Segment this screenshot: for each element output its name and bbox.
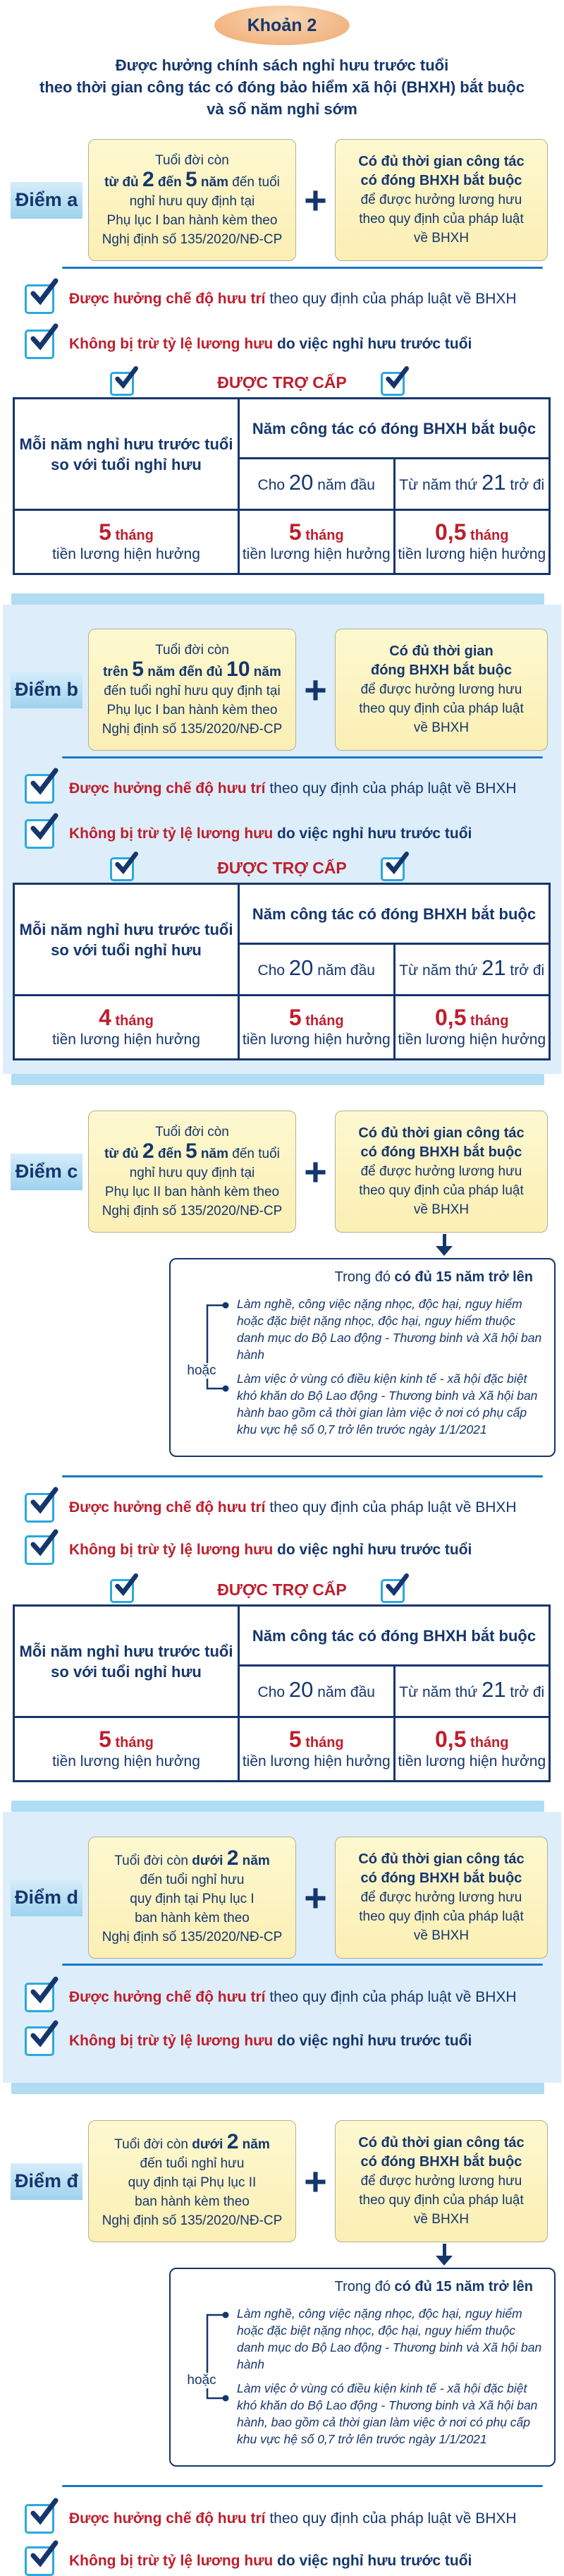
checkbox-icon <box>110 1579 134 1603</box>
benefit-text-bold: Được hưởng chế độ hưu trí <box>69 1499 266 1516</box>
condition-line: về BHXH <box>413 720 470 735</box>
benefit-item-1 <box>25 774 547 804</box>
table-value-cell: 5 tháng tiền lương hiện hưởng <box>239 1717 395 1782</box>
condition-line: Có đủ thời gian công tác <box>358 154 525 169</box>
detail-bullets <box>237 2305 544 2448</box>
benefit-text-bold: Được hưởng chế độ hưu trí <box>69 291 266 307</box>
benefit-item-2 <box>25 2026 547 2056</box>
plus-icon: + <box>304 2158 327 2203</box>
section-diem-dd <box>3 2094 561 2576</box>
section-divider <box>62 756 543 758</box>
table-value-cell: 0,5 tháng tiền lương hiện hưởng <box>394 510 550 574</box>
condition-line: có đóng BHXH bắt buộc <box>360 173 522 188</box>
benefit-text: theo quy định của pháp luật về BHXH <box>265 1499 517 1516</box>
condition-line: theo quy định của pháp luật <box>359 2193 524 2208</box>
plus-container <box>296 667 335 712</box>
benefit-text-bold: Không bị trừ tỷ lệ lương hưu <box>69 1542 274 1558</box>
bhxh-condition-box <box>335 2120 548 2242</box>
infographic-page <box>0 6 564 2569</box>
condition-row <box>11 2120 548 2242</box>
plus-container <box>296 1149 335 1194</box>
checkbox-icon <box>25 819 54 849</box>
table-subheader-2: Từ năm thứ 21 trở đi <box>394 459 550 510</box>
detail-bullet-1: Làm nghề, công việc nặng nhọc, độc hại, nguy hiểm hoặc đặc biệt nặng nhọc, độc hại, nguy hiểm thuộc danh mục do Bộ Lao động - Thương binh và Xã hội ban hành <box>237 2306 542 2371</box>
benefit-text: do việc nghỉ hưu trước tuổi <box>273 336 472 352</box>
plus-container <box>296 1875 335 1920</box>
condition-line: về BHXH <box>413 2212 470 2227</box>
detail-bullets <box>237 1295 544 1438</box>
checkbox-icon <box>381 372 405 396</box>
condition-line: Có đủ thời gian công tác <box>358 2135 525 2151</box>
condition-row <box>11 139 548 261</box>
table-value-cell: 5 tháng tiền lương hiện hưởng <box>239 510 395 574</box>
condition-line: có đóng BHXH bắt buộc <box>360 2154 522 2170</box>
table-header-right: Năm công tác có đóng BHXH bắt buộc <box>239 399 550 459</box>
or-bracket-icon <box>186 2306 231 2412</box>
plus-icon: + <box>304 667 327 712</box>
tro-cap-table <box>13 1604 551 1782</box>
bhxh-condition-box <box>335 139 548 261</box>
arrow-down-icon <box>434 1233 454 1258</box>
benefit-item-2 <box>25 819 547 849</box>
table-subheader-2: Từ năm thứ 21 trở đi <box>394 944 550 996</box>
condition-line: theo quy định của pháp luật <box>359 1909 524 1924</box>
clause-badge <box>214 6 350 45</box>
condition-line: Có đủ thời gian công tác <box>358 1851 525 1867</box>
checkbox-icon <box>25 1493 54 1523</box>
table-value-cell: 0,5 tháng tiền lương hiện hưởng <box>394 996 550 1060</box>
detail-bullet-1: Làm nghề, công việc nặng nhọc, độc hại, nguy hiểm hoặc đặc biệt nặng nhọc, độc hại, nguy hiểm thuộc danh mục do Bộ Lao động - Thương binh và Xã hội ban hành <box>237 1297 542 1362</box>
condition-detail-box <box>169 1258 556 1457</box>
age-condition-box: Tuổi đời còn từ đủ 2 đến 5 năm đến tuổi nghỉ hưu quy định tại Phụ lục I ban hành kèm theo Nghị định số 135/2020/NĐ-CP <box>88 139 296 261</box>
benefit-text: do việc nghỉ hưu trước tuổi <box>273 2033 472 2049</box>
page-title <box>0 54 564 120</box>
or-label: hoặc <box>182 2373 221 2388</box>
detail-box-title: Trong đó có đủ 15 năm trở lên <box>334 1269 533 1285</box>
page-title-line1: Được hưởng chính sách nghỉ hưu trước tuổi <box>115 56 449 74</box>
point-label-c: Điểm c <box>11 1154 82 1190</box>
point-label-a: Điểm a <box>11 182 82 219</box>
plus-icon: + <box>304 177 327 222</box>
tro-cap-table <box>13 883 551 1060</box>
condition-row <box>11 1111 548 1233</box>
tro-cap-header <box>3 857 561 881</box>
table-header-left: Mỗi năm nghỉ hưu trước tuổi so với tuổi nghỉ hưu <box>14 1606 239 1717</box>
benefit-item-1 <box>25 1983 547 2012</box>
benefit-item-1 <box>25 1493 547 1523</box>
condition-line: theo quy định của pháp luật <box>359 212 524 226</box>
section-separator-band <box>11 1801 544 1812</box>
section-separator-band <box>11 2083 544 2094</box>
benefit-text-bold: Không bị trừ tỷ lệ lương hưu <box>69 336 274 352</box>
benefit-text-bold: Không bị trừ tỷ lệ lương hưu <box>69 2553 274 2569</box>
table-header-right: Năm công tác có đóng BHXH bắt buộc <box>239 884 550 944</box>
condition-line: để được hưởng lương hưu <box>360 2174 522 2189</box>
condition-line: để được hưởng lương hưu <box>360 682 522 697</box>
condition-line: có đóng BHXH bắt buộc <box>360 1870 522 1886</box>
benefit-text-bold: Không bị trừ tỷ lệ lương hưu <box>69 2033 274 2049</box>
section-divider <box>62 2485 543 2487</box>
condition-line: để được hưởng lương hưu <box>360 193 522 207</box>
detail-box-body <box>178 2305 543 2455</box>
point-label-d: Điểm d <box>11 1880 82 1916</box>
tro-cap-table <box>13 397 551 575</box>
age-condition-box: Tuổi đời còn từ đủ 2 đến 5 năm đến tuổi nghỉ hưu quy định tại Phụ lục II ban hành kèm theo Nghị định số 135/2020/NĐ-CP <box>88 1111 296 1233</box>
arrow-down-icon <box>434 2242 454 2268</box>
or-label: hoặc <box>182 1363 221 1379</box>
bhxh-condition-box <box>335 629 548 751</box>
page-title-line2: theo thời gian công tác có đóng bảo hiểm xã hội (BHXH) bắt buộc <box>39 78 525 96</box>
table-subheader-1: Cho 20 năm đầu <box>239 459 395 510</box>
benefit-item-2 <box>25 329 547 359</box>
benefit-text: theo quy định của pháp luật về BHXH <box>265 780 517 797</box>
checkbox-icon <box>25 774 54 804</box>
plus-container <box>296 177 335 222</box>
table-header-right: Năm công tác có đóng BHXH bắt buộc <box>239 1606 550 1666</box>
checkbox-icon <box>25 329 54 359</box>
section-diem-a <box>3 120 561 593</box>
checkbox-icon <box>110 857 134 881</box>
point-label-b: Điểm b <box>11 672 82 708</box>
section-diem-c <box>3 1085 561 1801</box>
condition-line: để được hưởng lương hưu <box>360 1890 522 1905</box>
checkbox-icon <box>381 857 405 881</box>
detail-bullet-2: Làm việc ở vùng có điều kiện kinh tế - xã hội đặc biệt khó khăn do Bộ Lao động - Thương binh và Xã hội ban hành bao gồm cả thời gian làm việc ở nơi có phụ cấp khu vực hệ số 0,7 trở lên trước ngày 1/1/2021 <box>237 1372 538 1437</box>
plus-container <box>296 2158 335 2203</box>
bhxh-condition-box <box>335 1111 548 1233</box>
benefit-text: theo quy định của pháp luật về BHXH <box>265 2510 517 2527</box>
age-condition-box: Tuổi đời còn dưới 2 năm đến tuổi nghỉ hưu quy định tại Phụ lục I ban hành kèm theo Nghị định số 135/2020/NĐ-CP <box>88 1837 296 1959</box>
benefit-text: theo quy định của pháp luật về BHXH <box>265 1989 517 2005</box>
section-diem-b <box>3 605 561 1074</box>
table-value-cell: 4 tháng tiền lương hiện hưởng <box>14 996 239 1060</box>
benefit-item-1 <box>25 284 547 314</box>
plus-icon: + <box>304 1875 327 1920</box>
benefit-text: do việc nghỉ hưu trước tuổi <box>273 1542 472 1558</box>
benefit-item-2 <box>25 2546 547 2576</box>
condition-line: theo quy định của pháp luật <box>359 1183 524 1198</box>
condition-detail-box <box>169 2268 556 2467</box>
checkbox-icon <box>25 284 54 314</box>
or-bracket-icon <box>186 1297 231 1403</box>
benefit-text-bold: Được hưởng chế độ hưu trí <box>69 780 266 797</box>
section-diem-d <box>3 1812 561 2083</box>
condition-line: Có đủ thời gian <box>389 643 494 659</box>
checkbox-icon <box>110 372 134 396</box>
condition-line: theo quy định của pháp luật <box>359 701 524 716</box>
condition-line: về BHXH <box>413 1928 470 1943</box>
table-value-cell: 5 tháng tiền lương hiện hưởng <box>14 510 239 574</box>
benefit-item-2 <box>25 1535 547 1565</box>
condition-row <box>11 1837 548 1959</box>
detail-box-body <box>178 1295 543 1445</box>
tro-cap-title: ĐƯỢC TRỢ CẤP <box>217 373 347 392</box>
tro-cap-title: ĐƯỢC TRỢ CẤP <box>217 1580 347 1599</box>
benefit-text-bold: Được hưởng chế độ hưu trí <box>69 2510 266 2527</box>
table-value-cell: 5 tháng tiền lương hiện hưởng <box>239 996 395 1060</box>
condition-row <box>11 629 548 751</box>
checkbox-icon <box>25 2504 54 2534</box>
table-header-left: Mỗi năm nghỉ hưu trước tuổi so với tuổi nghỉ hưu <box>14 399 239 510</box>
benefit-text: do việc nghỉ hưu trước tuổi <box>273 826 472 842</box>
table-value-cell: 0,5 tháng tiền lương hiện hưởng <box>394 1717 550 1782</box>
point-label-dd: Điểm đ <box>11 2163 82 2200</box>
tro-cap-header <box>3 372 561 396</box>
table-header-left: Mỗi năm nghỉ hưu trước tuổi so với tuổi nghỉ hưu <box>14 884 239 996</box>
benefit-text-bold: Được hưởng chế độ hưu trí <box>69 1989 266 2005</box>
page-title-line3: và số năm nghỉ sớm <box>207 100 357 118</box>
table-subheader-1: Cho 20 năm đầu <box>239 944 395 996</box>
condition-line: có đóng BHXH bắt buộc <box>360 1144 522 1160</box>
plus-icon: + <box>304 1149 327 1194</box>
section-separator-band <box>11 593 544 605</box>
table-subheader-1: Cho 20 năm đầu <box>239 1666 395 1717</box>
table-value-cell: 5 tháng tiền lương hiện hưởng <box>14 1717 239 1782</box>
benefit-text: do việc nghỉ hưu trước tuổi <box>273 2553 472 2569</box>
detail-box-title: Trong đó có đủ 15 năm trở lên <box>334 2279 533 2294</box>
benefit-text-bold: Không bị trừ tỷ lệ lương hưu <box>69 826 274 842</box>
section-separator-band <box>11 1074 544 1085</box>
table-subheader-2: Từ năm thứ 21 trở đi <box>394 1666 550 1717</box>
condition-line: đóng BHXH bắt buộc <box>371 663 512 678</box>
detail-bullet-2: Làm việc ở vùng có điều kiện kinh tế - xã hội đặc biệt khó khăn do Bộ Lao động - Thương binh và Xã hội ban hành, bao gồm cả thời gian làm việc ở nơi có phụ cấp khu vực hệ số 0,7 trở lên trước ngày 1/1/2021 <box>237 2381 538 2446</box>
benefit-item-1 <box>25 2504 547 2534</box>
section-divider <box>62 267 543 269</box>
tro-cap-header <box>3 1579 561 1603</box>
condition-line: về BHXH <box>413 231 470 246</box>
condition-line: để được hưởng lương hưu <box>360 1164 522 1179</box>
bhxh-condition-box <box>335 1837 548 1959</box>
clause-badge-label: Khoản 2 <box>247 15 317 35</box>
checkbox-icon <box>25 2026 54 2056</box>
section-divider <box>62 1475 543 1477</box>
section-divider <box>62 1964 543 1966</box>
condition-line: Có đủ thời gian công tác <box>358 1125 525 1141</box>
checkbox-icon <box>25 1983 54 2012</box>
benefit-text: theo quy định của pháp luật về BHXH <box>265 291 517 307</box>
checkbox-icon <box>25 1535 54 1565</box>
age-condition-box: Tuổi đời còn trên 5 năm đến đủ 10 năm đến tuổi nghỉ hưu quy định tại Phụ lục I ban hành kèm theo Nghị định số 135/2020/NĐ-CP <box>88 629 296 751</box>
checkbox-icon <box>381 1579 405 1603</box>
tro-cap-title: ĐƯỢC TRỢ CẤP <box>217 859 347 877</box>
checkbox-icon <box>25 2546 54 2576</box>
age-condition-box: Tuổi đời còn dưới 2 năm đến tuổi nghỉ hưu quy định tại Phụ lục II ban hành kèm theo Nghị định số 135/2020/NĐ-CP <box>88 2120 296 2242</box>
condition-line: về BHXH <box>413 1202 470 1217</box>
